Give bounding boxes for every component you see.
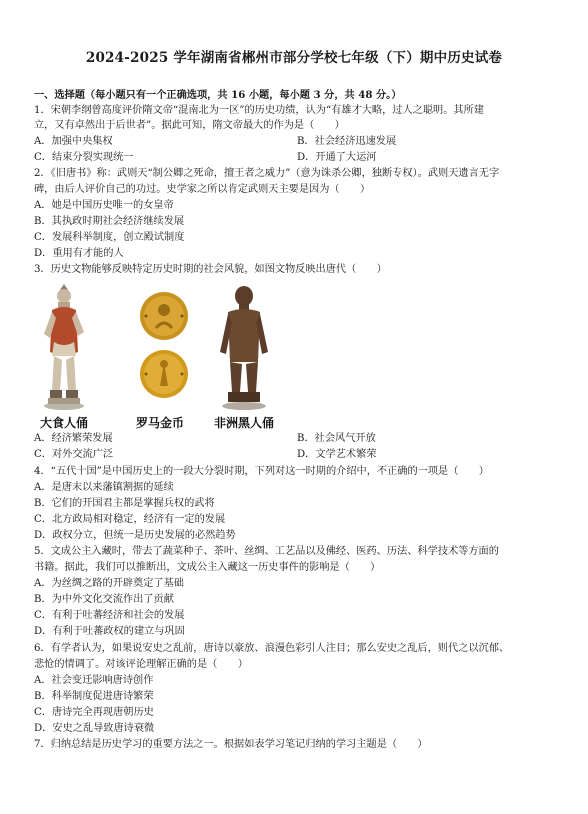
q3-option-a: A．经济繁荣发展 [34,433,113,444]
q4-option-b: B．它们的开国君主都是掌握兵权的武将 [34,498,215,509]
question-4-line-1: 4．“五代十国”是中国历史上的一段大分裂时期，下列对这一时期的介绍中，不正确的一项是（ ） [34,466,489,477]
q1-option-d: D．开通了大运河 [297,152,377,163]
question-6-line-1: 6．有学者认为，如果说安史之乱前，唐诗以豪放、浪漫色彩引人注目；那么安史之乱后，则代之以沉郁、 [34,643,510,654]
question-5-line-2: 书籍。据此，我们可以推断出，文成公主入藏这一历史事件的影响是（ ） [34,562,381,573]
question-1-line-1: 1．宋朝李纲曾高度评价隋文帝“混南北为一区”的历史功绩，认为“有雄才大略，过人之聪明。其所建 [34,105,484,116]
q1-option-b: B．社会经济迅速发展 [297,136,397,147]
q3-option-c: C．对外交流广泛 [34,449,114,460]
question-3-line-1: 3．历史文物能够反映特定历史时期的社会风貌，如图文物反映出唐代（ ） [34,264,387,275]
q4-option-c: C．北方政局相对稳定，经济有一定的发展 [34,514,226,525]
question-6-line-2: 悲怆的情调了。对该评论理解正确的是（ ） [34,659,248,670]
q5-option-d: D．有利于吐蕃政权的建立与巩固 [34,626,185,637]
roman-gold-coin-image [134,290,194,402]
q4-option-d: D．政权分立，但统一是历史发展的必然趋势 [34,530,236,541]
q6-option-b: B．科举制度促进唐诗繁荣 [34,691,154,702]
q3-option-b: B．社会风气开放 [297,433,376,444]
q2-option-a: A．她是中国历史唯一的女皇帝 [34,200,174,211]
q2-option-d: D．重用有才能的人 [34,248,124,259]
q2-option-b: B．其执政时期社会经济继续发展 [34,216,185,227]
caption-roman-coin: 罗马金币 [136,416,185,430]
q5-option-a: A．为丝绸之路的开辟奠定了基础 [34,578,184,589]
question-2-line-1: 2．《旧唐书》称：武则天“制公卿之死命，擅王者之威力”（意为诛杀公卿，独断专权）。武则天遗言无字 [34,168,500,179]
q1-option-a: A．加强中央集权 [34,136,113,147]
q3-option-d: D．文学艺术繁荣 [297,449,377,460]
q1-option-c: C．结束分裂实现统一 [34,152,134,163]
q6-option-a: A．社会变迁影响唐诗创作 [34,675,154,686]
page-title: 2024-2025 学年湖南省郴州市部分学校七年级（下）期中历史试卷 [85,50,503,66]
q2-option-c: C．发展科举制度，创立殿试制度 [34,232,185,243]
caption-african-figurine: 非洲黑人俑 [214,416,275,430]
question-5-line-1: 5．文成公主入藏时，带去了蔬菜种子、茶叶、丝绸、工艺品以及佛经、医药、历法、科学技术等方面的 [34,546,499,557]
arab-figurine-image [34,282,94,412]
caption-arab-figurine: 大食人俑 [40,416,89,430]
section-heading: 一、选择题（每小题只有一个正确选项，共 16 小题，每小题 3 分，共 48 分。） [34,89,402,101]
q5-option-b: B．为中外文化交流作出了贡献 [34,594,174,605]
q6-option-c: C．唐诗完全再现唐朝历史 [34,707,154,718]
question-7-line-1: 7．归纳总结是历史学习的重要方法之一。根据如表学习笔记归纳的学习主题是（ ） [34,739,428,750]
question-1-line-2: 立，又有卓然出于后世者”。据此可知，隋文帝最大的作为是（ ） [34,120,345,131]
q5-option-c: C．有利于吐蕃经济和社会的发展 [34,610,185,621]
question-2-line-2: 碑，由后人评价自己的功过。史学家之所以肯定武则天主要是因为（ ） [34,184,371,195]
q6-option-d: D．安史之乱导致唐诗衰微 [34,723,155,734]
q4-option-a: A．是唐末以来藩镇割据的延续 [34,482,174,493]
african-figurine-image [212,282,276,412]
